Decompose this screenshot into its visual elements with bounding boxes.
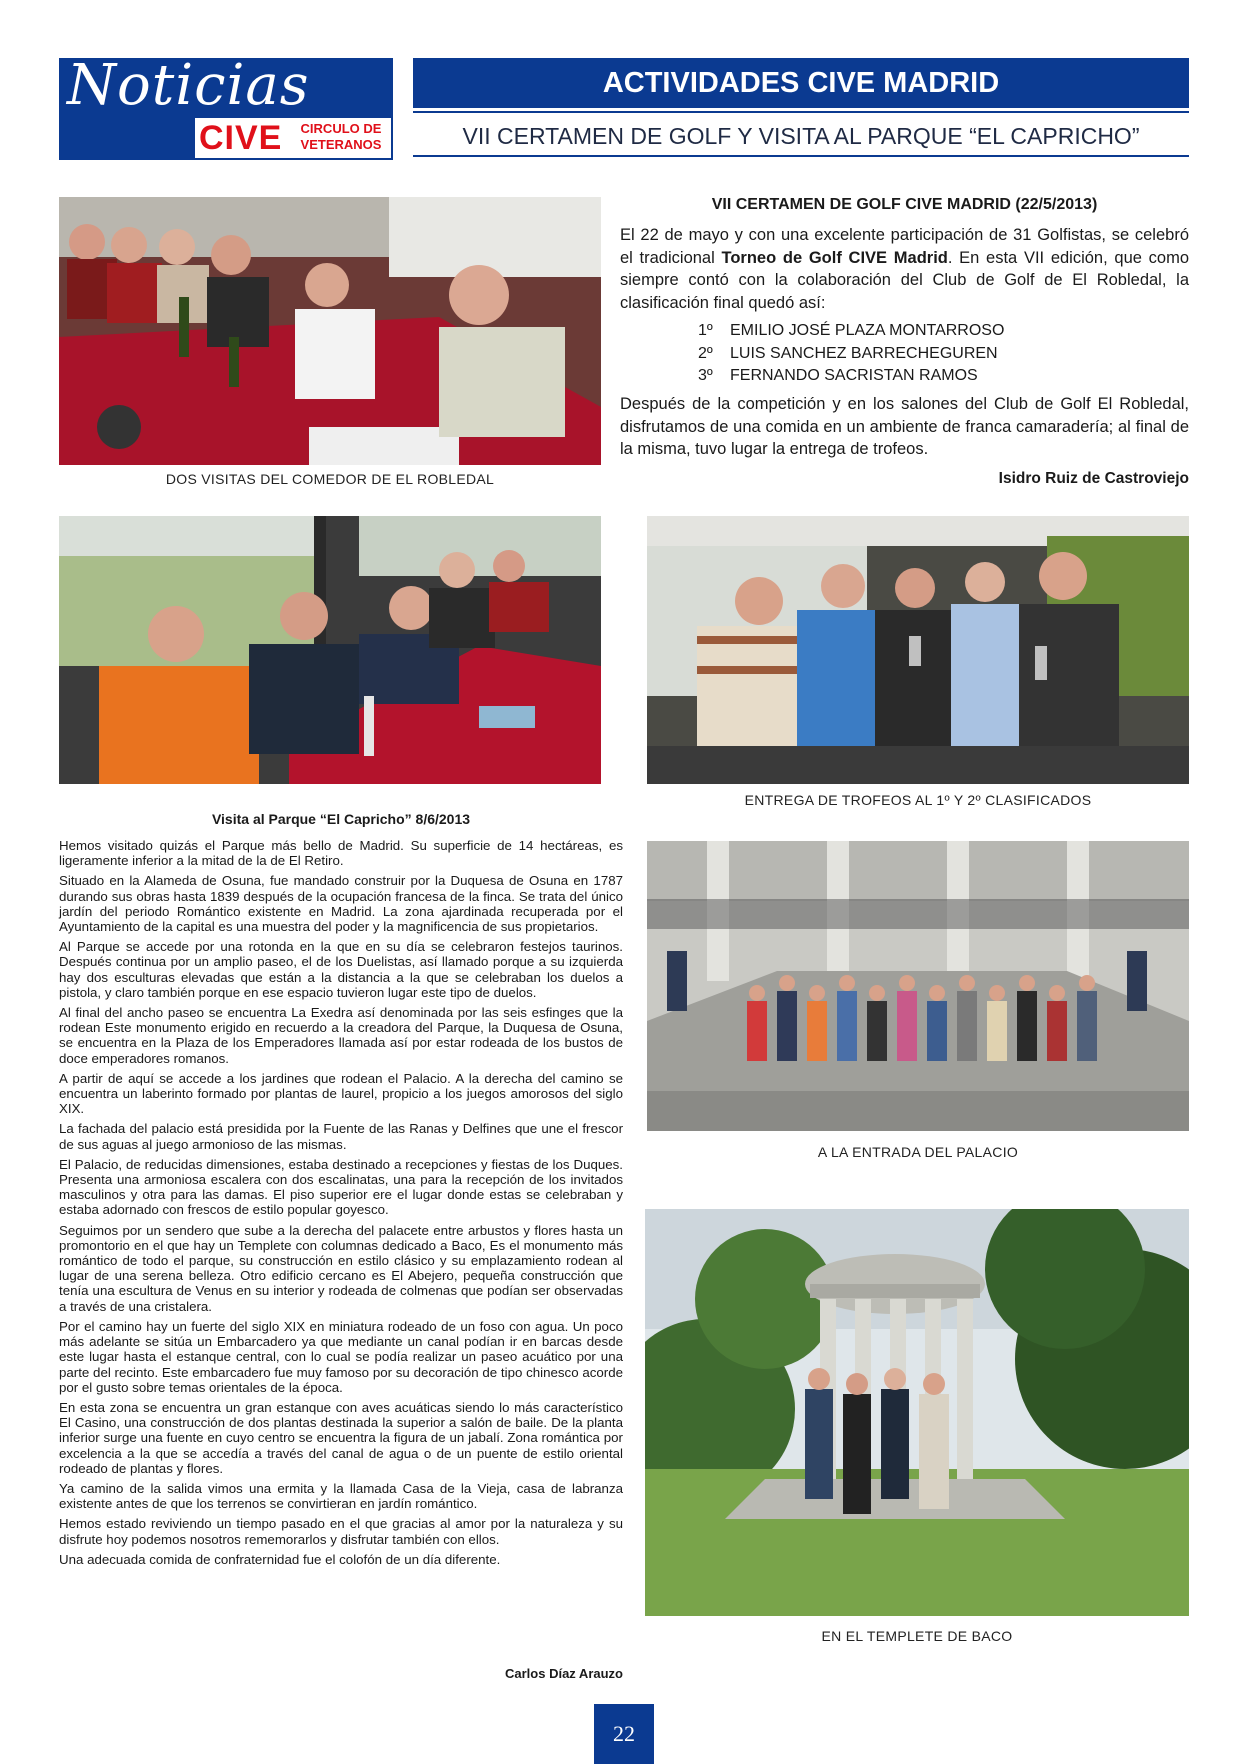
header-rule-bottom: [413, 155, 1189, 157]
golf-closing: Después de la competición y en los salones del Club de Golf El Robledal, disfrutamos de una comida en un ambiente de franca camaradería; al final de la misma, tuvo lugar la entrega de trofeos.: [620, 395, 1189, 458]
ranking-pos: 1º: [698, 322, 713, 339]
ranking-item: [698, 343, 1178, 366]
golf-intro-after: . En esta VII edición, que como siempre contó con la colaboración del Club de Golf de El Robledal, la clasificación final quedó así:: [620, 248, 1189, 312]
capricho-paragraph: Hemos estado reviviendo un tiempo pasado en el que gracias al amor por la naturaleza y su disfrute hoy podemos nosotros rememorarlos y disfrutar también con ellos.: [59, 1516, 623, 1547]
photo-templete: [645, 1209, 1189, 1616]
golf-title: VII CERTAMEN DE GOLF CIVE MADRID (22/5/2013): [711, 196, 1098, 213]
capricho-paragraph: Al Parque se accede por una rotonda en la que en su día se celebraron festejos taurinos. Después continua por un amplio paseo, el de los Duelistas, así llamado porque a su izquierda hay dos esculturas elevadas que están a la distancia a la que se celebraban los duelos a pistola, y claro también porque en ese espacio tuvieron lugar este tipo de duelos.: [59, 939, 623, 1000]
ranking-pos: 2º: [698, 344, 713, 362]
logo-sub: CIRCULO DE VETERANOS: [300, 121, 382, 152]
capricho-paragraph: Una adecuada comida de confraternidad fue el colofón de un día diferente.: [59, 1551, 501, 1567]
logo-word: Noticias: [67, 58, 310, 118]
capricho-paragraph: Por el camino hay un fuerte del siglo XIX en miniatura rodeado de un foso con agua. Un poco más adelante se sitúa un Embarcadero ya que mediante un canal podían ir en barcas desde este lugar hasta el estanque central, con lo cual se podía realizar un paseo acuático por una parte del recinto. Este embarcadero fue muy famoso por su decoración de tipo chinesco acorde por el gusto sobre temas orientales de la época.: [59, 1318, 623, 1395]
ranking-name: LUIS SANCHEZ BARRECHEGUREN: [730, 344, 998, 362]
capricho-paragraph: Ya camino de la salida vimos una ermita y la llamada Casa de la Vieja, casa de labranza existente antes de que los terrenos se convirtieran en jardín romántico.: [59, 1480, 623, 1512]
caption-palacio: A LA ENTRADA DEL PALACIO: [817, 1144, 1019, 1160]
photo-palacio: [647, 841, 1189, 1131]
noticias-cive-logo: [59, 58, 393, 160]
golf-intro: [620, 224, 1189, 314]
page-number: 22: [613, 1721, 635, 1746]
ranking-item: [698, 365, 1178, 388]
caption-templete: EN EL TEMPLETE DE BACO: [821, 1628, 1013, 1644]
logo-brand-box: [195, 118, 391, 158]
capricho-title: Visita al Parque “El Capricho” 8/6/2013: [211, 811, 471, 827]
ranking-item: [698, 320, 1178, 343]
photo-trofeos: [647, 516, 1189, 784]
photo-comedor-1: [59, 197, 601, 465]
logo-brand: CIVE: [199, 119, 283, 157]
section-title: ACTIVIDADES CIVE MADRID: [602, 67, 1000, 99]
capricho-paragraph: Hemos visitado quizás el Parque más bello de Madrid. Su superficie de 14 hectáreas, es ligeramente inferior a la mitad de la de El Retiro.: [59, 838, 623, 869]
caption-comedor: DOS VISITAS DEL COMEDOR DE EL ROBLEDAL: [165, 471, 495, 487]
caption-trofeos: ENTREGA DE TROFEOS AL 1º Y 2º CLASIFICADOS: [744, 792, 1092, 808]
capricho-author: Carlos Díaz Arauzo: [505, 1666, 623, 1681]
ranking-name: FERNANDO SACRISTAN RAMOS: [730, 367, 978, 384]
ranking-name: EMILIO JOSÉ PLAZA MONTARROSO: [730, 322, 1005, 339]
capricho-body: [59, 838, 623, 1572]
photo-comedor-2: [59, 516, 601, 784]
ranking-pos: 3º: [698, 367, 713, 384]
header-rule-top: [413, 111, 1189, 113]
golf-author: Isidro Ruiz de Castroviejo: [998, 470, 1189, 487]
capricho-paragraph: Seguimos por un sendero que sube a la derecha del palacete entre arbustos y flores hasta un promontorio en el que hay un Templete con columnas dedicado a Baco, Es el monumento más romántico de todo el parque, su construcción en estilo clásico y su emplazamiento rodean al lugar de una serena belleza. Otro edificio cercano es El Abejero, pequeña construcción que tenía una escultura de Venus en su interior y rodeada de colmenas que podían ser observadas a través de una cristalera.: [59, 1222, 623, 1314]
capricho-paragraph: La fachada del palacio está presidida por la Fuente de las Ranas y Delfines que une el frescor de sus aguas al juego armonioso de las mismas.: [59, 1121, 623, 1152]
capricho-paragraph: En esta zona se encuentra un gran estanque con aves acuáticas siendo lo más característico El Casino, una construcción de dos plantas destinada la superior a salón de baile. De la planta inferior surge una fuente en cuyo centro se encuentra la figura de un jabalí. Zona romántica por excelencia a la que se accedía a través del canal de agua o de un puente de estilo oriental rodeado de plantas y flores.: [59, 1399, 623, 1476]
capricho-paragraph: El Palacio, de reducidas dimensiones, estaba destinado a recepciones y fiestas de los Duques. Presenta una armoniosa escalera con dos escalinatas, una para la recepción de los invitados masculinos y otra para las damas. El piso superior ere el lugar donde estas se celebraban y estaba adornado con frescos de estilo popular goyesco.: [59, 1156, 623, 1218]
capricho-paragraph: A partir de aquí se accede a los jardines que rodean el Palacio. A la derecha del camino se encuentra un laberinto formado por plantas de laurel, propicio a los juegos amorosos del siglo XIX.: [59, 1070, 623, 1117]
golf-intro-bold: Torneo de Golf CIVE Madrid: [721, 248, 948, 267]
page-subtitle: VII CERTAMEN DE GOLF Y VISITA AL PARQUE “EL CAPRICHO”: [462, 123, 1140, 149]
golf-intro-before: El 22 de mayo y con una excelente participación de 31 Golfistas, se celebró el tradicional: [620, 226, 1189, 267]
golf-ranking: [698, 320, 1178, 388]
capricho-paragraph: Situado en la Alameda de Osuna, fue mandado construir por la Duquesa de Osuna en 1787 durando sus obras hasta 1839 después de la ocupación francesa de la finca. Se trata del único jardín del periodo Romántico existente en Madrid. La zona ajardinada recuperada por el Ayuntamiento de la capital es una muestra del poder y la magnificencia de sus propietarios.: [59, 873, 623, 935]
capricho-paragraph: Al final del ancho paseo se encuentra La Exedra así denominada por las seis esfinges que la rodean Este monumento erigido en recuerdo a la creadora del Parque, la Duquesa de Osuna, se encuentra en la Plaza de los Emperadores llamada así por estar rodeada de los bustos de doce emperadores romanos.: [59, 1005, 623, 1066]
